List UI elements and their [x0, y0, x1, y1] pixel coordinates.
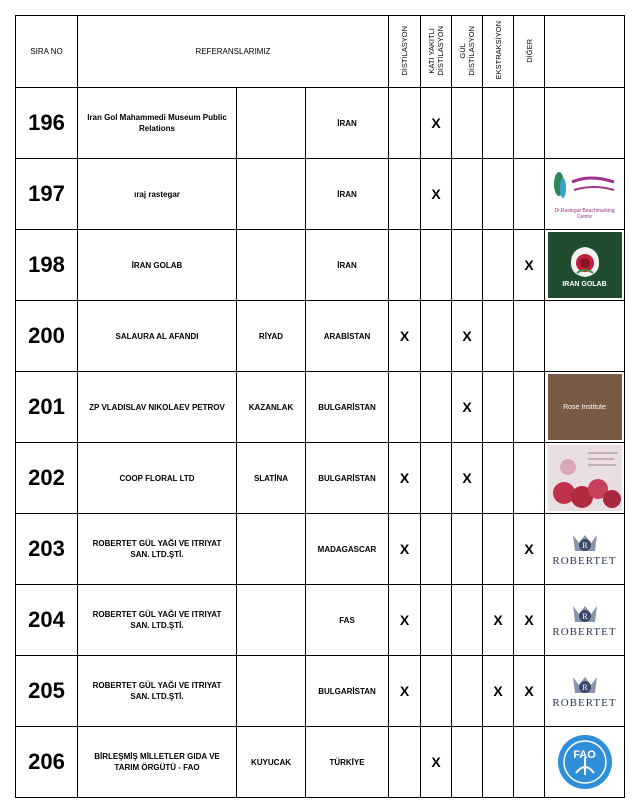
robertet-logo [548, 516, 622, 582]
gul-distilasyon-mark: X [452, 301, 483, 372]
logo-cell [545, 727, 625, 798]
table-row [16, 727, 625, 798]
city [237, 230, 306, 301]
diger-mark [514, 88, 545, 159]
header-row [16, 16, 625, 88]
gul-distilasyon-mark: X [452, 443, 483, 514]
iran-golab-caption: IRAN GOLAB [562, 280, 607, 288]
svg-text:R: R [581, 612, 588, 621]
distilasyon-mark [389, 88, 421, 159]
kati-yakitli-mark [421, 301, 452, 372]
fao-caption: FAO [573, 749, 596, 761]
rastegar-caption: Dr.Rastegar Beachmarking Centre [554, 208, 615, 220]
table-row [16, 443, 625, 514]
logo-cell [545, 88, 625, 159]
city: RİYAD [237, 301, 306, 372]
reference-name: ıraj rastegar [78, 159, 237, 230]
header-diger [514, 16, 545, 88]
distilasyon-mark: X [389, 443, 421, 514]
gul-distilasyon-mark [452, 585, 483, 656]
header-sira-no: SIRA NO [16, 16, 78, 88]
country: İRAN [306, 159, 389, 230]
city [237, 585, 306, 656]
header-logo [545, 16, 625, 88]
ekstraksiyon-mark [483, 230, 514, 301]
diger-mark: X [514, 585, 545, 656]
country: İRAN [306, 88, 389, 159]
logo-cell [545, 443, 625, 514]
robertet-logo [548, 587, 622, 653]
logo-cell [545, 585, 625, 656]
header-ekstraksiyon [483, 16, 514, 88]
country: BULGARİSTAN [306, 656, 389, 727]
logo-cell [545, 230, 625, 301]
ekstraksiyon-mark [483, 159, 514, 230]
gul-distilasyon-mark [452, 656, 483, 727]
gul-distilasyon-mark [452, 230, 483, 301]
ekstraksiyon-mark: X [483, 656, 514, 727]
diger-mark [514, 301, 545, 372]
table-row [16, 230, 625, 301]
header-gul-distilasyon [452, 16, 483, 88]
sira-no: 200 [16, 301, 78, 372]
ekstraksiyon-mark [483, 301, 514, 372]
kati-yakitli-mark [421, 656, 452, 727]
sira-no: 203 [16, 514, 78, 585]
logo-cell [545, 514, 625, 585]
logo-cell [545, 372, 625, 443]
diger-mark: X [514, 230, 545, 301]
reference-name: Iran Gol Mahammedi Museum Public Relations [78, 88, 237, 159]
country: BULGARİSTAN [306, 443, 389, 514]
roses-photo [548, 445, 622, 511]
sira-no: 198 [16, 230, 78, 301]
reference-name: ROBERTET GÜL YAĞI VE ITRIYAT SAN. LTD.ŞTİ. [78, 656, 237, 727]
country: TÜRKİYE [306, 727, 389, 798]
kati-yakitli-mark [421, 372, 452, 443]
header-distilasyon [389, 16, 421, 88]
reference-name: COOP FLORAL LTD [78, 443, 237, 514]
header-referanslarimiz: REFERANSLARIMIZ [78, 16, 389, 88]
city [237, 88, 306, 159]
distilasyon-mark [389, 230, 421, 301]
reference-name: SALAURA AL AFANDI [78, 301, 237, 372]
robertet-caption: ROBERTET [552, 626, 617, 638]
city [237, 514, 306, 585]
diger-mark [514, 443, 545, 514]
header-diger-label: DİĞER [524, 38, 534, 63]
ekstraksiyon-mark [483, 727, 514, 798]
logo-cell [545, 301, 625, 372]
distilasyon-mark [389, 159, 421, 230]
logo-cell [545, 656, 625, 727]
sira-no: 204 [16, 585, 78, 656]
gul-distilasyon-mark [452, 514, 483, 585]
sira-no: 202 [16, 443, 78, 514]
reference-name: İRAN GOLAB [78, 230, 237, 301]
table-row [16, 88, 625, 159]
sira-no: 201 [16, 372, 78, 443]
iran-golab-logo [548, 232, 622, 298]
robertet-logo [548, 658, 622, 724]
header-ekstraksiyon-label: EKSTRAKSİYON [493, 21, 503, 80]
city: KAZANLAK [237, 372, 306, 443]
robertet-caption: ROBERTET [552, 697, 617, 709]
diger-mark: X [514, 656, 545, 727]
table-row [16, 585, 625, 656]
distilasyon-mark: X [389, 301, 421, 372]
ekstraksiyon-mark [483, 372, 514, 443]
country: FAS [306, 585, 389, 656]
gul-distilasyon-mark [452, 88, 483, 159]
logo-cell [545, 159, 625, 230]
gul-distilasyon-mark: X [452, 372, 483, 443]
city [237, 159, 306, 230]
reference-name: BİRLEŞMİŞ MİLLETLER GIDA VE TARIM ÖRGÜTÜ - FAO [78, 727, 237, 798]
city: KUYUCAK [237, 727, 306, 798]
sira-no: 196 [16, 88, 78, 159]
kati-yakitli-mark [421, 230, 452, 301]
diger-mark [514, 372, 545, 443]
country: İRAN [306, 230, 389, 301]
kati-yakitli-mark [421, 585, 452, 656]
rose-institute-caption: Rose Institute [563, 403, 606, 411]
kati-yakitli-mark: X [421, 727, 452, 798]
table-row [16, 514, 625, 585]
rose-institute-logo [548, 374, 622, 440]
diger-mark: X [514, 514, 545, 585]
header-kati-yakitli [421, 16, 452, 88]
ekstraksiyon-mark [483, 88, 514, 159]
svg-text:R: R [581, 683, 588, 692]
table-row [16, 301, 625, 372]
reference-name: ROBERTET GÜL YAĞI VE ITRIYAT SAN. LTD.ŞTİ. [78, 585, 237, 656]
country: ARABİSTAN [306, 301, 389, 372]
sira-no: 197 [16, 159, 78, 230]
reference-name: ZP VLADISLAV NIKOLAEV PETROV [78, 372, 237, 443]
distilasyon-mark: X [389, 585, 421, 656]
reference-name: ROBERTET GÜL YAĞI VE ITRIYAT SAN. LTD.ŞTİ. [78, 514, 237, 585]
rastegar-logo [548, 161, 622, 227]
country: BULGARİSTAN [306, 372, 389, 443]
table-row [16, 159, 625, 230]
diger-mark [514, 159, 545, 230]
ekstraksiyon-mark [483, 443, 514, 514]
kati-yakitli-mark [421, 443, 452, 514]
city: SLATİNA [237, 443, 306, 514]
fao-logo [548, 729, 622, 795]
references-table [15, 15, 625, 798]
kati-yakitli-mark: X [421, 159, 452, 230]
ekstraksiyon-mark [483, 514, 514, 585]
header-gul-label: GÜL DİSTİLASYON [458, 25, 476, 76]
header-kati-yakitli-label: KATI YAKITLI DİSTİLASYON [427, 25, 445, 76]
distilasyon-mark: X [389, 656, 421, 727]
sira-no: 206 [16, 727, 78, 798]
distilasyon-mark [389, 727, 421, 798]
diger-mark [514, 727, 545, 798]
robertet-caption: ROBERTET [552, 555, 617, 567]
table-row [16, 656, 625, 727]
distilasyon-mark: X [389, 514, 421, 585]
gul-distilasyon-mark [452, 159, 483, 230]
distilasyon-mark [389, 372, 421, 443]
kati-yakitli-mark: X [421, 88, 452, 159]
gul-distilasyon-mark [452, 727, 483, 798]
sira-no: 205 [16, 656, 78, 727]
svg-text:R: R [581, 541, 588, 550]
header-distilasyon-label: DİSTİLASYON [400, 25, 409, 76]
ekstraksiyon-mark: X [483, 585, 514, 656]
table-row [16, 372, 625, 443]
kati-yakitli-mark [421, 514, 452, 585]
city [237, 656, 306, 727]
country: MADAGASCAR [306, 514, 389, 585]
